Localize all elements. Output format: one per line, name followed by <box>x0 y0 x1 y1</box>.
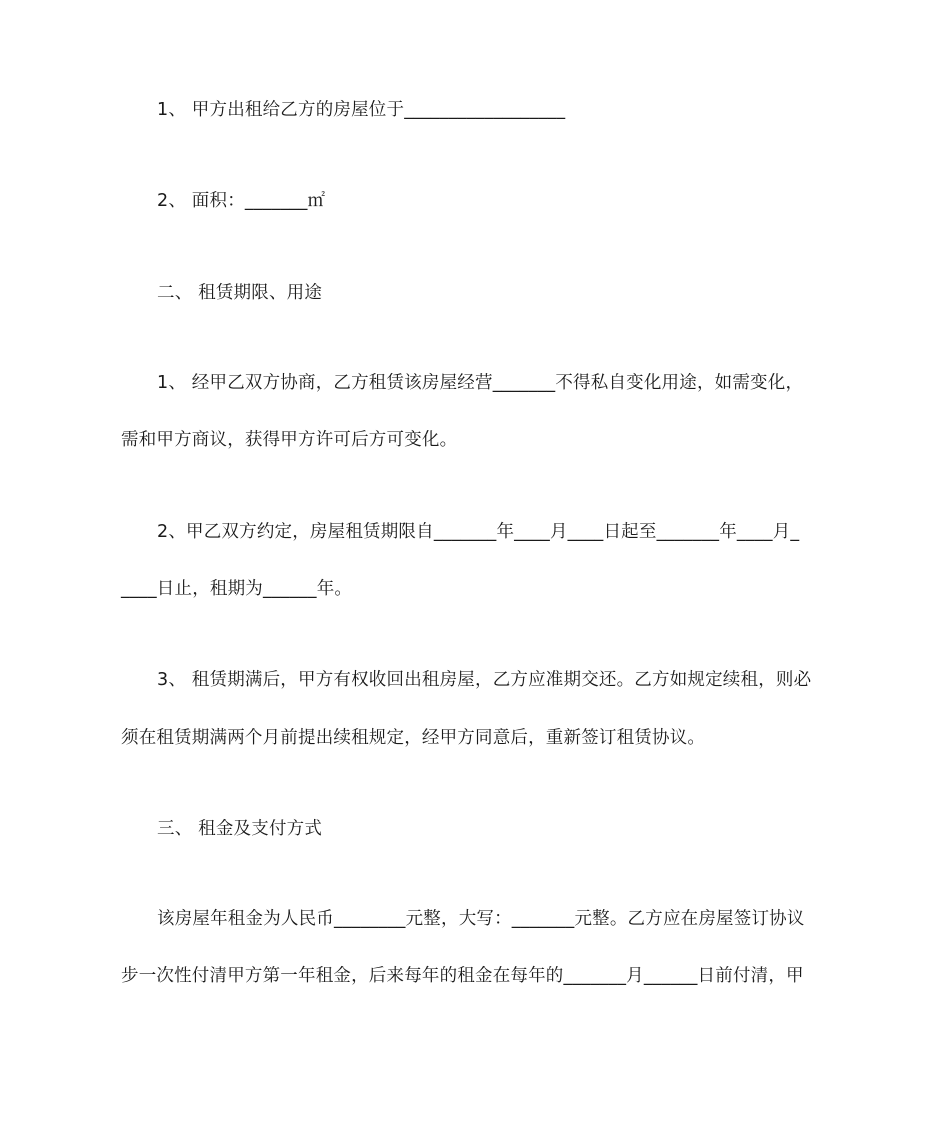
clause-expiry-line-2: 须在租赁期满两个月前提出续租规定，经甲方同意后，重新签订租赁协议。 <box>121 728 706 748</box>
clause-usage-line-2: 需和甲方商议，获得甲方许可后方可变化。 <box>121 430 458 450</box>
rent-paragraph-line-2: 步一次性付清甲方第一年租金，后来每年的租金在每年的_______月______日前付清，甲 <box>121 966 804 986</box>
section-2-heading: 二、 租赁期限、用途 <box>157 283 323 303</box>
clause-term-line-1: 2、甲乙双方约定，房屋租赁期限自_______年____月____日起至_______年____月_ <box>157 522 800 542</box>
rent-paragraph-line-1: 该房屋年租金为人民币________元整，大写：_______元整。乙方应在房屋签订协议 <box>157 909 805 929</box>
clause-term-line-2: ____日止，租期为______年。 <box>121 579 353 599</box>
clause-1-location: 1、 甲方出租给乙方的房屋位于__________________ <box>157 100 566 120</box>
section-3-heading: 三、 租金及支付方式 <box>157 819 323 839</box>
clause-usage-line-1: 1、 经甲乙双方协商，乙方租赁该房屋经营_______不得私自变化用途，如需变化， <box>157 373 804 393</box>
clause-2-area: 2、 面积：_______㎡ <box>157 191 326 211</box>
clause-expiry-line-1: 3、 租赁期满后，甲方有权收回出租房屋，乙方应准期交还。乙方如规定续租，则必 <box>157 670 812 690</box>
